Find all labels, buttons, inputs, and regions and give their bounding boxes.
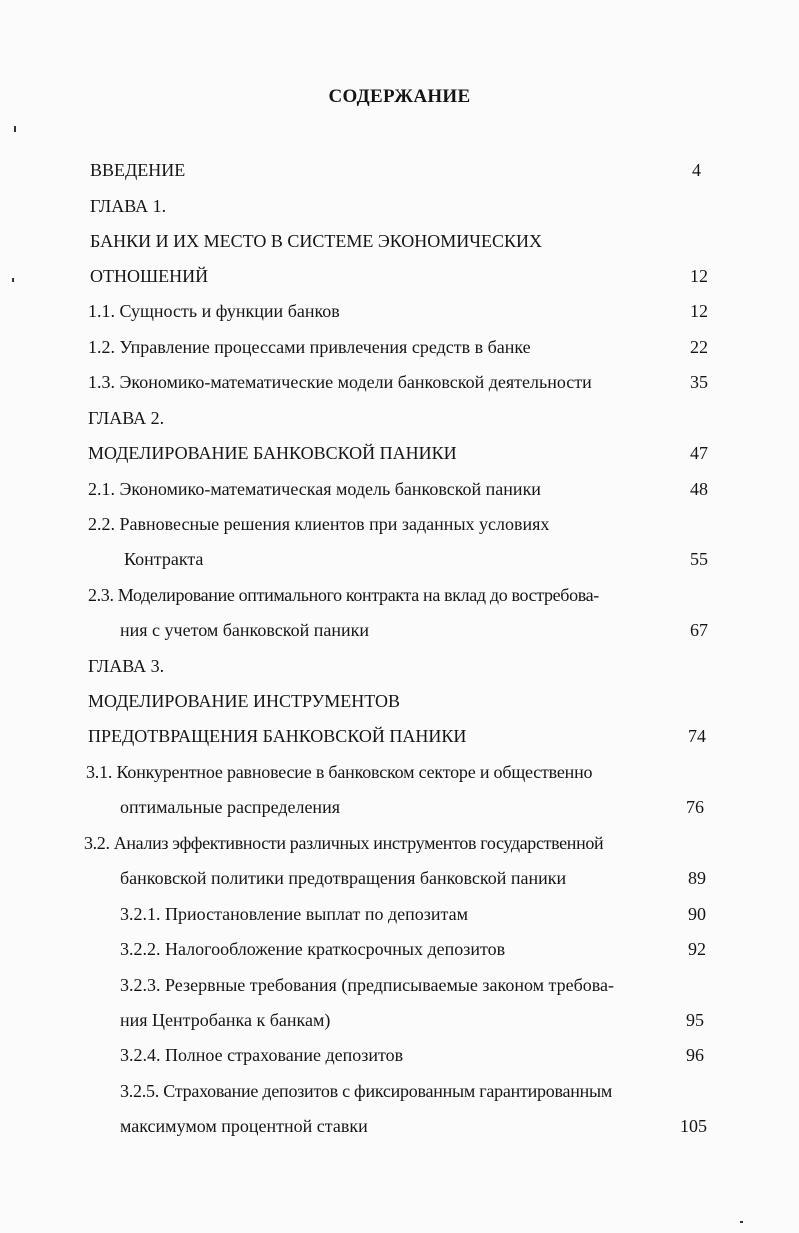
toc-entry-3-2-cont	[120, 864, 710, 892]
toc-entry-2-2	[88, 510, 710, 538]
toc-entry-3-1-cont	[120, 793, 710, 821]
toc-entry-chapter-2-title	[88, 439, 710, 467]
toc-entry-2-3	[88, 581, 710, 609]
entry-page: 96	[686, 1045, 704, 1065]
entry-page: 35	[690, 372, 708, 392]
entry-page: 92	[688, 939, 706, 959]
scan-speck	[14, 126, 16, 132]
toc-entry-chapter-1-title-cont	[90, 262, 710, 290]
entry-text: МОДЕЛИРОВАНИЕ ИНСТРУМЕНТОВ	[88, 691, 401, 711]
entry-text: ГЛАВА 2.	[88, 408, 165, 428]
entry-text: ГЛАВА 1.	[90, 196, 167, 216]
toc-entry-1-3	[88, 368, 710, 396]
toc-entry-1-1	[88, 297, 710, 325]
entry-page: 22	[690, 337, 708, 357]
entry-text: 1.2. Управление процессами привлечения средств в банке	[88, 337, 531, 357]
toc-entry-chapter-3-title-cont	[88, 722, 710, 750]
toc-entry-3-2-5-cont	[120, 1112, 710, 1140]
entry-text: 1.3. Экономико-математические модели банковской деятельности	[88, 372, 592, 392]
entry-page: 12	[690, 301, 708, 321]
entry-page: 74	[688, 726, 706, 746]
entry-text: 2.2. Равновесные решения клиентов при заданных условиях	[88, 514, 550, 534]
entry-page: 48	[690, 479, 708, 499]
entry-text: ПРЕДОТВРАЩЕНИЯ БАНКОВСКОЙ ПАНИКИ	[88, 726, 467, 746]
entry-text: 3.2. Анализ эффективности различных инструментов государственной	[84, 833, 604, 853]
entry-text: 3.2.3. Резервные требования (предписываемые законом требова-	[120, 975, 615, 995]
toc-entry-chapter-3-title	[88, 687, 710, 715]
entry-page: 4	[692, 160, 701, 180]
toc-entry-2-2-cont	[124, 545, 710, 573]
entry-page: 12	[690, 266, 708, 286]
entry-text: Контракта	[124, 549, 204, 569]
entry-page: 105	[680, 1116, 707, 1136]
entry-text: максимумом процентной ставки	[120, 1116, 368, 1136]
entry-page: 90	[688, 904, 706, 924]
toc-entry-3-1	[86, 758, 710, 786]
entry-text: оптимальные распределения	[120, 797, 340, 817]
entry-text: ния Центробанка к банкам)	[120, 1010, 331, 1030]
toc-entry-3-2-2	[120, 935, 710, 963]
entry-text: БАНКИ И ИХ МЕСТО В СИСТЕМЕ ЭКОНОМИЧЕСКИХ	[90, 231, 543, 251]
scan-speck	[740, 1221, 743, 1223]
toc-entry-chapter-1	[90, 192, 710, 220]
entry-text: ГЛАВА 3.	[88, 656, 165, 676]
toc-entry-chapter-1-title	[90, 227, 710, 255]
toc-entry-2-3-cont	[120, 616, 710, 644]
toc-entry-chapter-2	[88, 404, 710, 432]
toc-entry-chapter-3	[88, 652, 710, 680]
toc-entry-3-2-5	[120, 1077, 710, 1105]
toc-entry-3-2	[84, 829, 710, 857]
entry-text: 3.2.1. Приостановление выплат по депозитам	[120, 904, 468, 924]
entry-text: 3.1. Конкурентное равновесие в банковском секторе и общественно	[86, 762, 593, 782]
toc-entry-3-2-1	[120, 900, 710, 928]
entry-text: 3.2.2. Налогообложение краткосрочных депозитов	[120, 939, 506, 959]
entry-text: 3.2.5. Страхование депозитов с фиксированным гарантированным	[120, 1081, 613, 1101]
toc-entry-3-2-3-cont	[120, 1006, 710, 1034]
toc-entry-3-2-4	[120, 1041, 710, 1069]
entry-text: 1.1. Сущность и функции банков	[88, 301, 340, 321]
entry-page: 55	[690, 549, 708, 569]
entry-page: 76	[686, 797, 704, 817]
toc-entry-2-1	[88, 475, 710, 503]
entry-text: 3.2.4. Полное страхование депозитов	[120, 1045, 404, 1065]
toc-entry-3-2-3	[120, 971, 710, 999]
entry-text: МОДЕЛИРОВАНИЕ БАНКОВСКОЙ ПАНИКИ	[88, 443, 457, 463]
page-title: СОДЕРЖАНИЕ	[328, 86, 471, 107]
toc-entry-1-2	[88, 333, 710, 361]
entry-text: 2.3. Моделирование оптимального контракта на вклад до востребова-	[88, 585, 599, 605]
entry-page: 89	[688, 868, 706, 888]
entry-page: 47	[690, 443, 708, 463]
entry-text: 2.1. Экономико-математическая модель банковской паники	[88, 479, 541, 499]
entry-text: ВВЕДЕНИЕ	[90, 160, 186, 180]
scan-speck	[12, 278, 14, 282]
entry-text: ОТНОШЕНИЙ	[90, 266, 209, 286]
entry-text: ния с учетом банковской паники	[120, 620, 369, 640]
entry-page: 67	[690, 620, 708, 640]
toc-entry-introduction	[90, 156, 710, 184]
entry-text: банковской политики предотвращения банковской паники	[120, 868, 567, 888]
entry-page: 95	[686, 1010, 704, 1030]
